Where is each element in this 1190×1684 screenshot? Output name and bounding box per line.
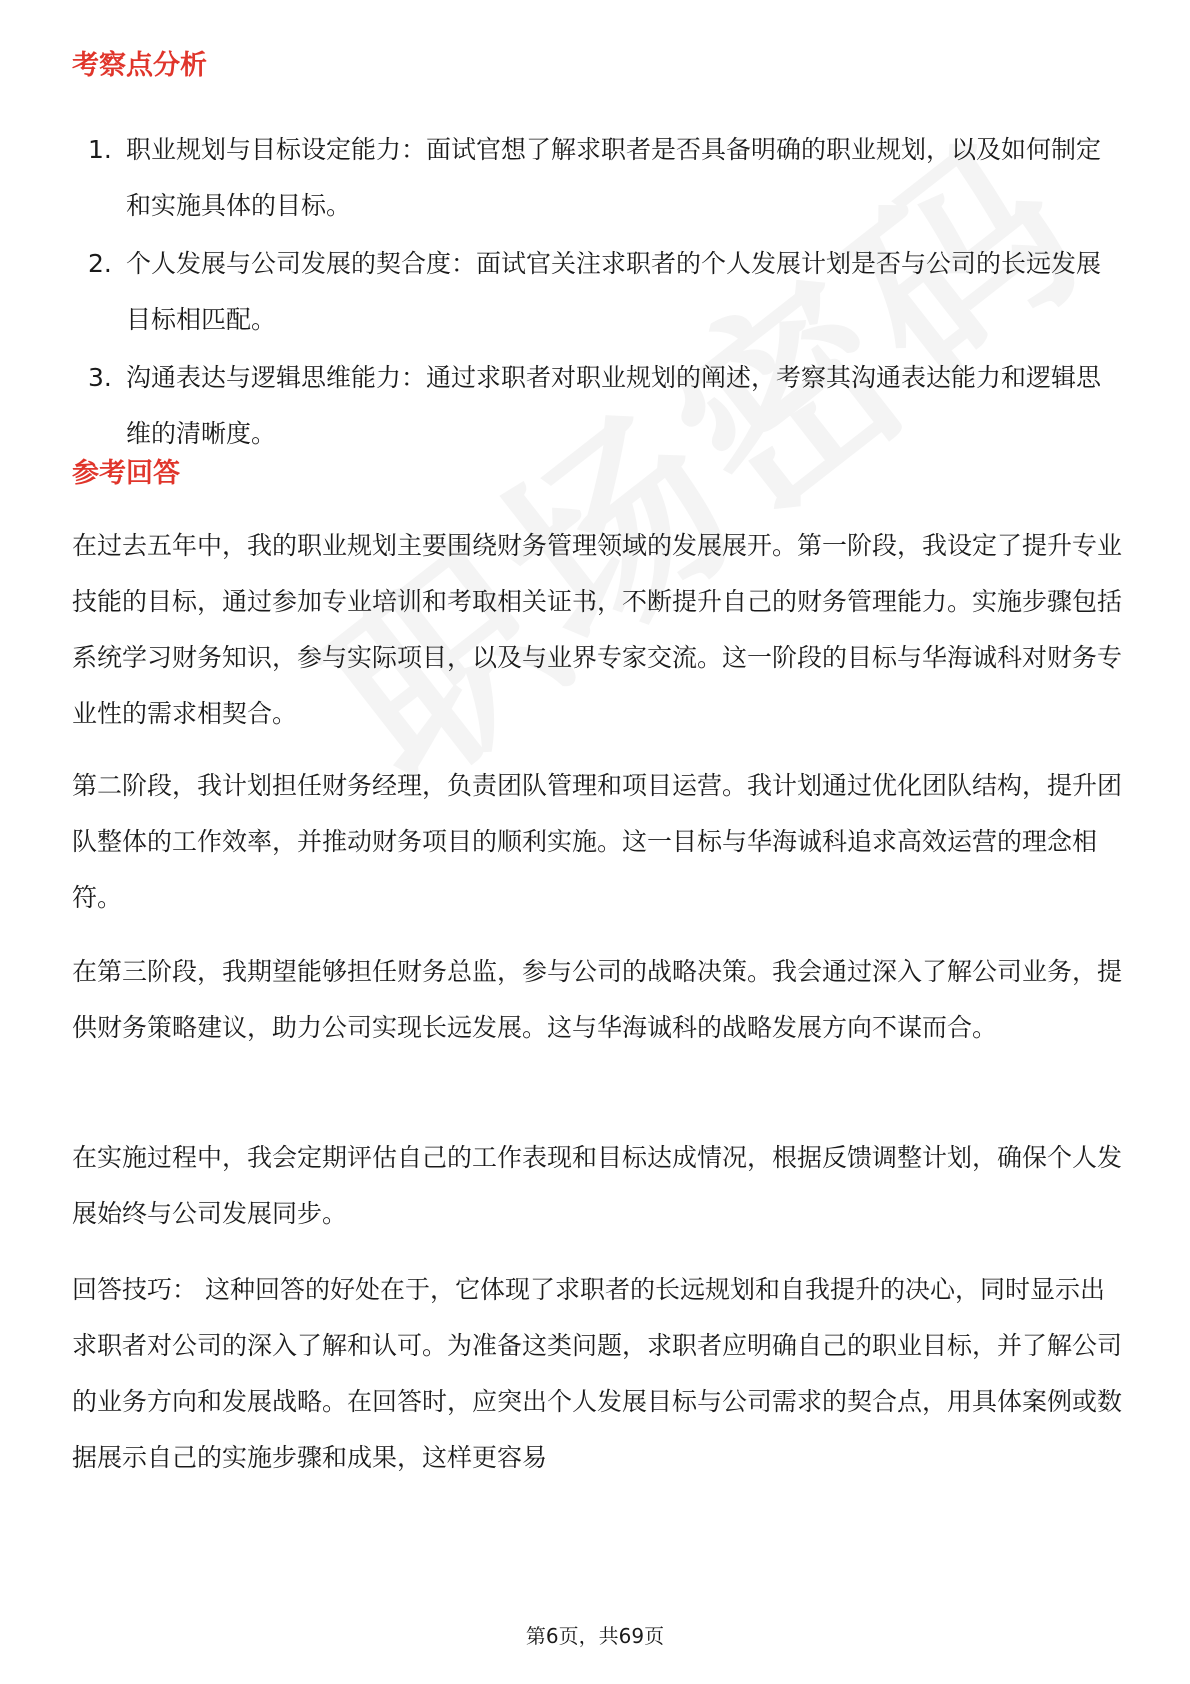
list-item xyxy=(72,350,1122,462)
list-item-text: 个人发展与公司发展的契合度：面试官关注求职者的个人发展计划是否与公司的长远发展目标相匹配。 xyxy=(126,249,1102,334)
list-item xyxy=(72,122,1122,234)
page-number: 第6页，共69页 xyxy=(525,1624,665,1648)
list-item-text: 沟通表达与逻辑思维能力：通过求职者对职业规划的阐述，考察其沟通表达能力和逻辑思维的清晰度。 xyxy=(126,363,1102,448)
list-number: 3. xyxy=(88,363,112,392)
reference-heading: 参考回答 xyxy=(72,458,180,489)
answer-paragraph: 在第三阶段，我期望能够担任财务总监，参与公司的战略决策。我会通过深入了解公司业务，提供财务策略建议，助力公司实现长远发展。这与华海诚科的战略发展方向不谋而合。 xyxy=(72,957,1123,1042)
list-number: 1. xyxy=(88,135,112,164)
answering-tips-paragraph: 回答技巧： 这种回答的好处在于，它体现了求职者的长远规划和自我提升的决心，同时显示出求职者对公司的深入了解和认可。为准备这类问题，求职者应明确自己的职业目标，并了解公司的业务方向和发展战略。在回答时，应突出个人发展目标与公司需求的契合点，用具体案例或数据展示自己的实施步骤和成果，这样更容易 xyxy=(72,1275,1123,1472)
list-item-text: 职业规划与目标设定能力：面试官想了解求职者是否具备明确的职业规划，以及如何制定和实施具体的目标。 xyxy=(126,135,1102,220)
answer-paragraph: 第二阶段，我计划担任财务经理，负责团队管理和项目运营。我计划通过优化团队结构，提升团队整体的工作效率，并推动财务项目的顺利实施。这一目标与华海诚科追求高效运营的理念相符。 xyxy=(72,771,1123,912)
list-number: 2. xyxy=(88,249,112,278)
answer-paragraph: 在过去五年中，我的职业规划主要围绕财务管理领域的发展展开。第一阶段，我设定了提升专业技能的目标，通过参加专业培训和考取相关证书，不断提升自己的财务管理能力。实施步骤包括系统学习财务知识，参与实际项目，以及与业界专家交流。这一阶段的目标与华海诚科对财务专业性的需求相契合。 xyxy=(72,531,1123,728)
list-item xyxy=(72,236,1122,348)
analysis-heading: 考察点分析 xyxy=(72,50,207,81)
answer-paragraph: 在实施过程中，我会定期评估自己的工作表现和目标达成情况，根据反馈调整计划，确保个人发展始终与公司发展同步。 xyxy=(72,1143,1123,1228)
analysis-list xyxy=(72,122,1122,464)
